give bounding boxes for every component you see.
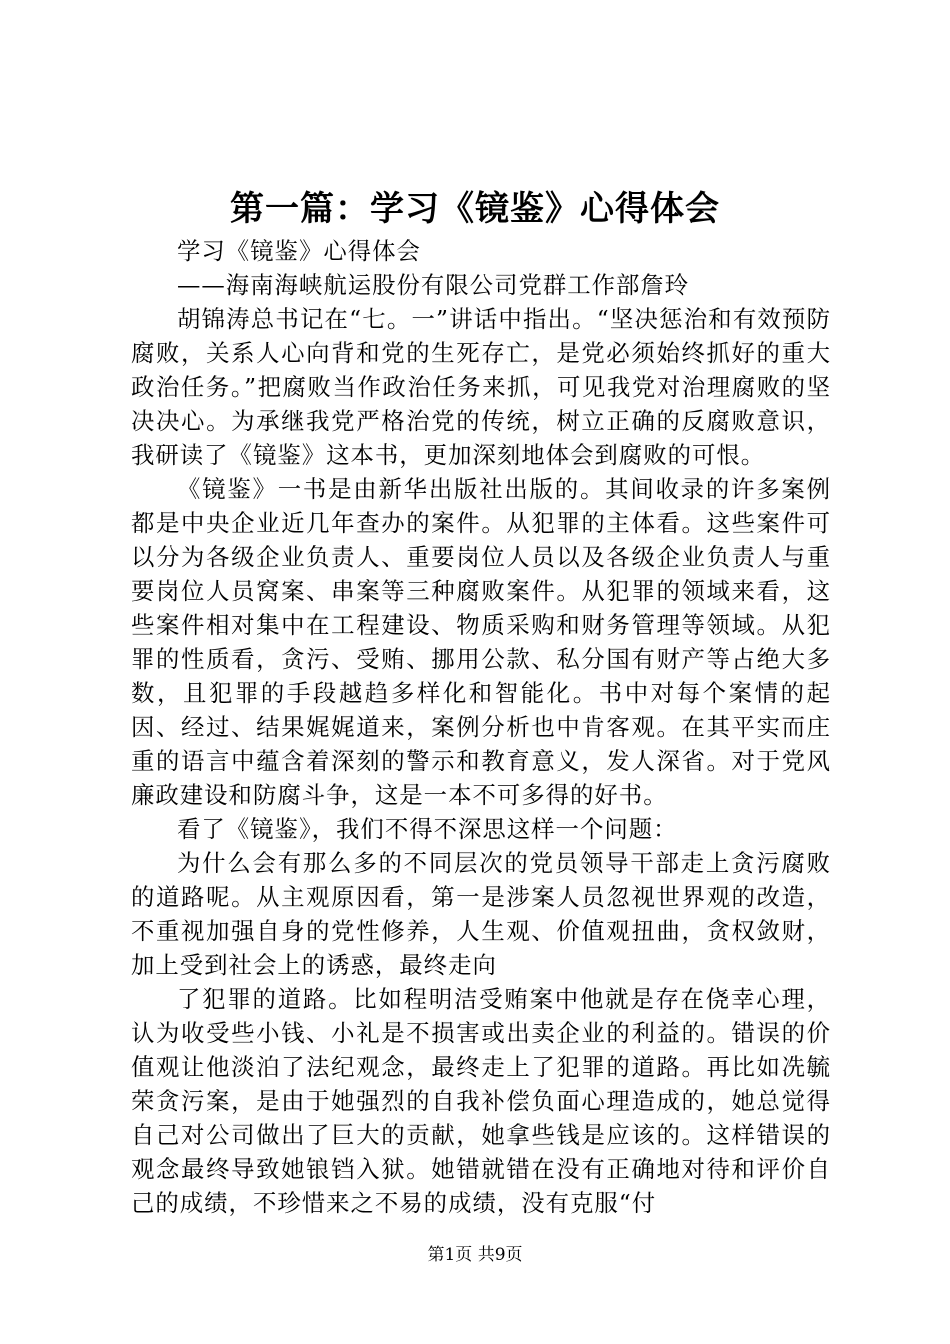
document-body xyxy=(131,234,831,1220)
paragraph: 为什么会有那么多的不同层次的党员领导干部走上贪污腐败的道路呢。从主观原因看，第一是涉案人员忽视世界观的改造，不重视加强自身的党性修养，人生观、价值观扭曲，贪权敛财，加上受到社会上的诱惑，最终走向 xyxy=(131,849,831,979)
document-title: 第一篇：学习《镜鉴》心得体会 xyxy=(230,189,720,229)
page-footer: 第1页 共9页 xyxy=(427,1245,523,1265)
paragraph: 了犯罪的道路。比如程明洁受贿案中他就是存在侥幸心理，认为收受些小钱、小礼是不损害或出卖企业的利益的。错误的价值观让他淡泊了法纪观念，最终走上了犯罪的道路。再比如冼毓荣贪污案，是由于她强烈的自我补偿负面心理造成的，她总觉得自己对公司做出了巨大的贡献，她拿些钱是应该的。这样错误的观念最终导致她锒铛入狱。她错就错在没有正确地对待和评价自己的成绩，不珍惜来之不易的成绩，没有克服“付 xyxy=(131,985,831,1217)
paragraph: 《镜鉴》一书是由新华出版社出版的。其间收录的许多案例都是中央企业近几年查办的案件。从犯罪的主体看。这些案件可以分为各级企业负责人、重要岗位人员以及各级企业负责人与重要岗位人员窝案、串案等三种腐败案件。从犯罪的领域来看，这些案件相对集中在工程建设、物质采购和财务管理等领域。从犯罪的性质看，贪污、受贿、挪用公款、私分国有财产等占绝大多数，且犯罪的手段越趋多样化和智能化。书中对每个案情的起因、经过、结果娓娓道来，案例分析也中肯客观。在其平实而庄重的语言中蕴含着深刻的警示和教育意义，发人深省。对于党风廉政建设和防腐斗争，这是一本不可多得的好书。 xyxy=(131,475,831,809)
author-line: ——海南海峡航运股份有限公司党群工作部詹玲 xyxy=(177,271,690,299)
subtitle: 学习《镜鉴》心得体会 xyxy=(177,237,421,265)
paragraph: 看了《镜鉴》，我们不得不深思这样一个问题： xyxy=(177,815,678,843)
paragraph: 胡锦涛总书记在“七。一”讲话中指出。“坚决惩治和有效预防腐败，关系人心向背和党的生死存亡，是党必须始终抓好的重大政治任务。”把腐败当作政治任务来抓，可见我党对治理腐败的坚决决心。为承继我党严格治党的传统，树立正确的反腐败意识，我研读了《镜鉴》这本书，更加深刻地体会到腐败的可恨。 xyxy=(131,305,831,469)
